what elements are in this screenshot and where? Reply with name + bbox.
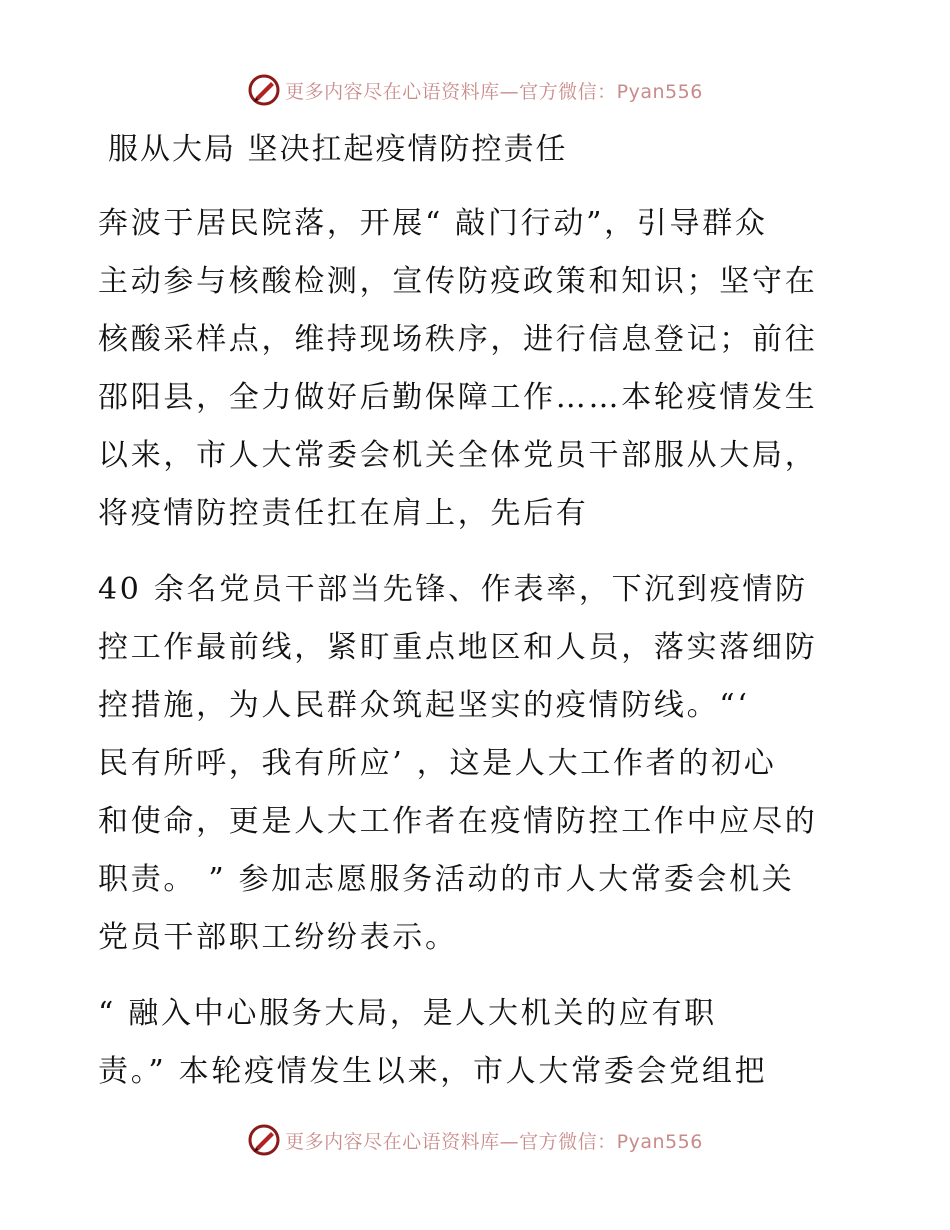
body-line: 主动参与核酸检测，宣传防疫政策和知识；坚守在 xyxy=(98,264,818,299)
pen-logo-icon xyxy=(247,73,281,107)
body-line: 责。” 本轮疫情发生以来，市人大常委会党组把 xyxy=(98,1054,768,1089)
body-line: 将疫情防控责任扛在肩上，先后有 xyxy=(98,496,589,531)
body-line: 控工作最前线，紧盯重点地区和人员，落实落细防 xyxy=(98,630,818,665)
body-line: 党员干部职工纷纷表示。 xyxy=(98,920,458,955)
footer-banner-text: 更多内容尽在心语资料库—官方微信：Pyan556 xyxy=(285,1130,703,1153)
pen-logo-icon xyxy=(247,1123,281,1157)
body-line: 邵阳县，全力做好后勤保障工作……本轮疫情发生 xyxy=(98,380,818,415)
body-line: 和使命，更是人大工作者在疫情防控工作中应尽的 xyxy=(98,804,818,839)
body-line: 职责。 ” 参加志愿服务活动的市人大常委会机关 xyxy=(98,862,795,897)
body-line: 民有所呼，我有所应’ ，这是人大工作者的初心 xyxy=(98,746,777,781)
body-line: 40 余名党员干部当先锋、作表率，下沉到疫情防 xyxy=(98,572,808,607)
header-banner xyxy=(0,70,950,110)
body-line: 奔波于居民院落，开展“ 敲门行动”，引导群众 xyxy=(98,206,768,241)
body-line: “ 融入中心服务大局，是人大机关的应有职 xyxy=(98,996,717,1031)
body-line: 核酸采样点，维持现场秩序，进行信息登记；前往 xyxy=(98,322,818,357)
body-line: 控措施，为人民群众筑起坚实的疫情防线。“‘ xyxy=(98,688,750,723)
footer-banner xyxy=(0,1120,950,1160)
page-title: 服从大局 坚决扛起疫情防控责任 xyxy=(108,132,568,167)
header-banner-text: 更多内容尽在心语资料库—官方微信：Pyan556 xyxy=(285,80,703,103)
body-line: 以来，市人大常委会机关全体党员干部服从大局， xyxy=(98,438,818,473)
